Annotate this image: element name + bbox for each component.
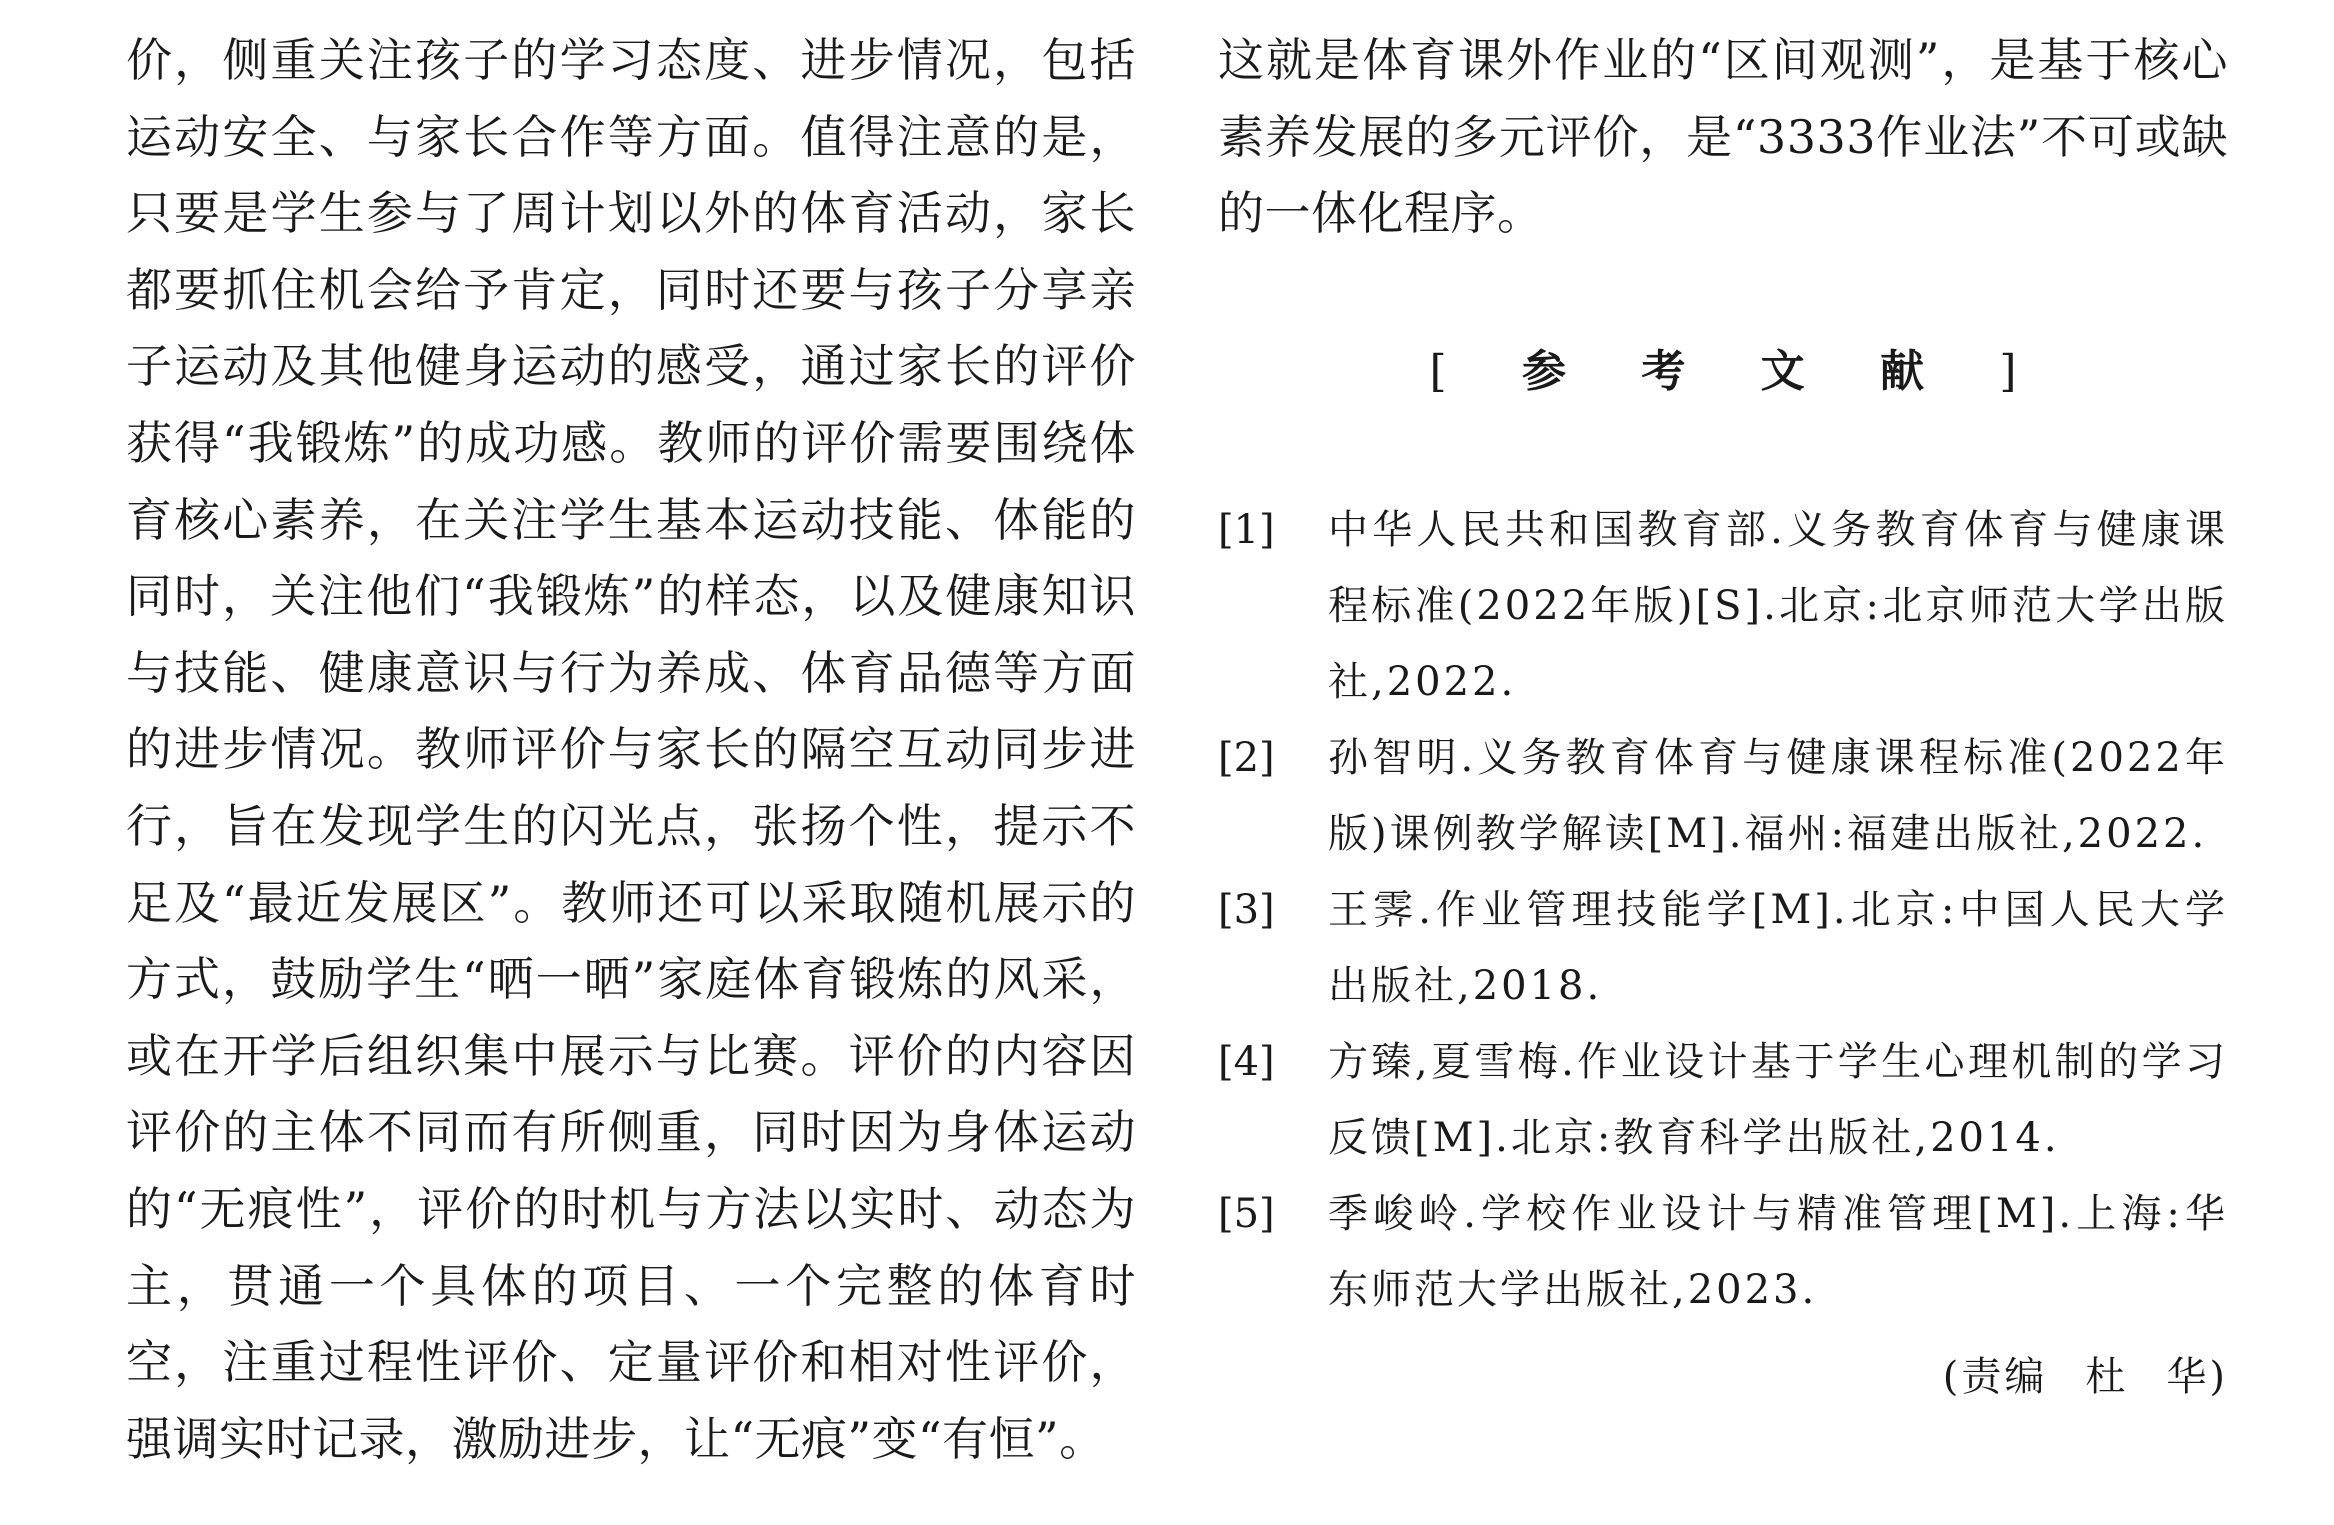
reference-item	[1218, 492, 2228, 720]
heading-char: 参	[1522, 346, 1566, 397]
reference-item	[1218, 872, 2228, 1024]
reference-text: 方臻,夏雪梅.作业设计基于学生心理机制的学习反馈[M].北京:教育科学出版社,2014.	[1328, 1039, 2228, 1161]
reference-number: [1]	[1218, 507, 1275, 553]
editor-label: 责编	[1961, 1354, 2048, 1400]
reference-item	[1218, 1176, 2228, 1328]
reference-number: [4]	[1218, 1039, 1275, 1085]
left-column	[126, 22, 1136, 1477]
reference-item	[1218, 1024, 2228, 1176]
body-paragraph-left: 价，侧重关注孩子的学习态度、进步情况，包括运动安全、与家长合作等方面。值得注意的是，只要是学生参与了周计划以外的体育活动，家长都要抓住机会给予肯定，同时还要与孩子分享亲子运动及其他健身运动的感受，通过家长的评价获得“我锻炼”的成功感。教师的评价需要围绕体育核心素养，在关注学生基本运动技能、体能的同时，关注他们“我锻炼”的样态，以及健康知识与技能、健康意识与行为养成、体育品德等方面的进步情况。教师评价与家长的隔空互动同步进行，旨在发现学生的闪光点，张扬个性，提示不足及“最近发展区”。教师还可以采取随机展示的方式，鼓励学生“晒一晒”家庭体育锻炼的风采，或在开学后组织集中展示与比赛。评价的内容因评价的主体不同而有所侧重，同时因为身体运动的“无痕性”，评价的时机与方法以实时、动态为主，贯通一个具体的项目、一个完整的体育时空，注重过程性评价、定量评价和相对性评价，强调实时记录，激励进步，让“无痕”变“有恒”。	[126, 33, 1136, 1466]
editor-open-paren: (	[1942, 1354, 1962, 1400]
editor-name-first: 杜	[2085, 1354, 2129, 1400]
right-column	[1218, 22, 2228, 1400]
editor-credit	[1943, 1347, 2228, 1407]
heading-open-bracket: [	[1429, 346, 1447, 397]
reference-text: 中华人民共和国教育部.义务教育体育与健康课程标准(2022年版)[S].北京:北京师范大学出版社,2022.	[1328, 507, 2228, 705]
editor-name-second: 华	[2166, 1354, 2210, 1400]
heading-char: 文	[1760, 346, 1805, 397]
references-list	[1218, 492, 2228, 1328]
body-paragraph-right: 这就是体育课外作业的“区间观测”，是基于核心素养发展的多元评价，是“3333作业法”不可或缺的一体化程序。	[1218, 33, 2228, 241]
reference-number: [2]	[1218, 735, 1275, 781]
heading-char: 献	[1879, 346, 1924, 397]
references-heading	[1218, 342, 2228, 402]
reference-text: 季峻岭.学校作业设计与精准管理[M].上海:华东师范大学出版社,2023.	[1328, 1191, 2228, 1313]
editor-close-paren: )	[2209, 1354, 2228, 1400]
reference-text: 王霁.作业管理技能学[M].北京:中国人民大学出版社,2018.	[1328, 887, 2228, 1009]
reference-item	[1218, 720, 2228, 872]
reference-text: 孙智明.义务教育体育与健康课程标准(2022年版)课例教学解读[M].福州:福建出版社,2022.	[1328, 735, 2228, 857]
heading-close-bracket: ]	[1999, 346, 2017, 397]
reference-number: [3]	[1218, 887, 1275, 933]
heading-char: 考	[1641, 346, 1686, 397]
reference-number: [5]	[1218, 1191, 1275, 1237]
